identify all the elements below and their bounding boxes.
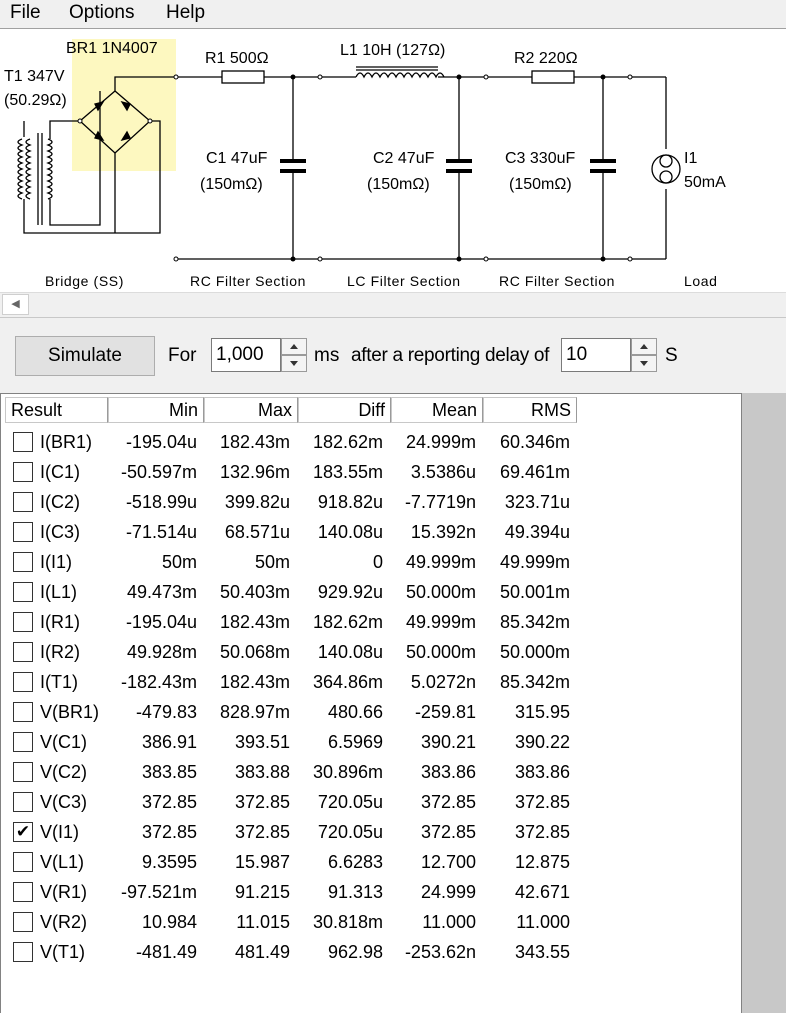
cell-mean: 50.000m [405, 582, 476, 602]
result-name: V(I1) [40, 822, 80, 842]
delay-spinner[interactable] [631, 338, 657, 372]
table-row[interactable] [1, 577, 741, 607]
result-checkbox[interactable] [13, 672, 33, 692]
cell-max: 91.215 [234, 882, 290, 902]
result-name: I(R2) [40, 642, 80, 662]
result-checkbox[interactable] [13, 582, 33, 602]
result-checkbox[interactable] [13, 522, 33, 542]
transformer-t1[interactable] [18, 91, 115, 233]
table-row[interactable] [1, 487, 741, 517]
result-name: I(C2) [40, 492, 80, 512]
cell-mean: 5.0272n [410, 672, 476, 692]
cell-min: 50m [161, 552, 197, 572]
result-checkbox[interactable] [13, 702, 33, 722]
horizontal-scrollbar[interactable] [0, 292, 786, 318]
result-checkbox[interactable] [13, 462, 33, 482]
duration-spinner[interactable] [281, 338, 307, 372]
cell-min: -182.43m [120, 672, 197, 692]
result-checkbox[interactable] [13, 612, 33, 632]
menu-help[interactable]: Help [166, 2, 206, 23]
section-label-bridge: Bridge (SS) [45, 273, 124, 289]
cell-min: 49.473m [126, 582, 197, 602]
section-label-rc-2: RC Filter Section [499, 273, 616, 289]
capacitor-c1[interactable] [280, 159, 306, 173]
cell-max: 15.987 [234, 852, 290, 872]
cell-min: -195.04u [125, 432, 197, 452]
cell-diff: 30.896m [312, 762, 383, 782]
result-checkbox[interactable] [13, 852, 33, 872]
cell-min: -481.49 [135, 942, 197, 962]
cell-max: 50.403m [219, 582, 290, 602]
table-row[interactable] [1, 697, 741, 727]
cell-diff: 480.66 [327, 702, 383, 722]
c3-esr: (150mΩ) [509, 176, 572, 193]
table-row[interactable] [1, 607, 741, 637]
cell-rms: 69.461m [499, 462, 570, 482]
cell-mean: 390.21 [420, 732, 476, 752]
cell-diff: 720.05u [317, 822, 383, 842]
cell-min: 10.984 [141, 912, 197, 932]
table-row[interactable] [1, 517, 741, 547]
cell-rms: 12.875 [514, 852, 570, 872]
circuit-schematic [0, 28, 786, 292]
capacitor-c3[interactable] [590, 159, 616, 173]
menu-file[interactable]: File [10, 2, 41, 23]
result-checkbox[interactable] [13, 642, 33, 662]
cell-mean: -7.7719n [404, 492, 476, 512]
cell-mean: 383.86 [420, 762, 476, 782]
column-header-max[interactable]: Max [204, 397, 298, 423]
result-checkbox[interactable] [13, 792, 33, 812]
l1-label: L1 10H (127Ω) [340, 42, 446, 59]
result-name: V(R2) [40, 912, 88, 932]
delay-spin-down-icon[interactable] [631, 355, 657, 372]
for-label: For [168, 345, 197, 366]
cell-diff: 720.05u [317, 792, 383, 812]
duration-spin-up-icon[interactable] [281, 338, 307, 355]
cell-rms: 372.85 [514, 792, 570, 812]
cell-mean: 49.999m [405, 612, 476, 632]
table-row[interactable] [1, 817, 741, 847]
cell-diff: 364.86m [312, 672, 383, 692]
inductor-l1[interactable] [356, 67, 444, 77]
result-name: V(C2) [40, 762, 88, 782]
table-row[interactable] [1, 637, 741, 667]
c2-esr: (150mΩ) [367, 176, 430, 193]
cell-diff: 183.55m [312, 462, 383, 482]
scroll-left-arrow-icon[interactable]: ◀ [2, 294, 29, 315]
c1-label: C1 47uF [206, 150, 268, 167]
table-row[interactable] [1, 667, 741, 697]
cell-rms: 49.999m [499, 552, 570, 572]
cell-min: 9.3595 [141, 852, 197, 872]
result-name: V(T1) [40, 942, 85, 962]
cell-max: 50.068m [219, 642, 290, 662]
cell-rms: 60.346m [499, 432, 570, 452]
result-name: V(L1) [40, 852, 85, 872]
cell-mean: 12.700 [420, 852, 476, 872]
cell-diff: 0 [372, 552, 383, 572]
cell-diff: 140.08u [317, 642, 383, 662]
i1-label: I1 [684, 150, 698, 167]
cell-max: 68.571u [224, 522, 290, 542]
cell-rms: 390.22 [514, 732, 570, 752]
cell-mean: 11.000 [422, 912, 476, 932]
cell-min: -97.521m [120, 882, 197, 902]
cell-mean: 24.999m [405, 432, 476, 452]
result-checkbox[interactable] [13, 552, 33, 572]
result-checkbox[interactable]: ✔ [13, 822, 33, 842]
result-name: V(C1) [40, 732, 88, 752]
cell-max: 182.43m [219, 672, 290, 692]
cell-diff: 182.62m [312, 432, 383, 452]
column-header-result[interactable]: Result [5, 397, 108, 423]
cell-min: -479.83 [135, 702, 197, 722]
section-label-load: Load [684, 273, 718, 289]
cell-rms: 49.394u [504, 522, 570, 542]
cell-min: 383.85 [141, 762, 197, 782]
section-label-rc-1: RC Filter Section [190, 273, 307, 289]
column-header-mean[interactable]: Mean [391, 397, 483, 423]
duration-input[interactable] [211, 338, 281, 372]
delay-spin-up-icon[interactable] [631, 338, 657, 355]
cell-max: 372.85 [234, 792, 290, 812]
cell-diff: 929.92u [317, 582, 383, 602]
cell-max: 11.015 [236, 912, 290, 932]
menu-bar [0, 0, 786, 28]
cell-min: 49.928m [126, 642, 197, 662]
simulation-controls [0, 320, 786, 390]
cell-min: 386.91 [141, 732, 197, 752]
result-name: I(I1) [40, 552, 73, 572]
cell-mean: 49.999m [405, 552, 476, 572]
cell-diff: 140.08u [317, 522, 383, 542]
result-name: V(C3) [40, 792, 88, 812]
table-row[interactable] [1, 877, 741, 907]
table-row[interactable] [1, 907, 741, 937]
result-checkbox[interactable] [13, 762, 33, 782]
delay-label: after a reporting delay of [351, 345, 550, 366]
result-checkbox[interactable] [13, 432, 33, 452]
column-header-rms[interactable]: RMS [483, 397, 577, 423]
cell-diff: 6.6283 [327, 852, 383, 872]
cell-mean: 3.5386u [410, 462, 476, 482]
table-row[interactable] [1, 457, 741, 487]
cell-mean: 372.85 [420, 822, 476, 842]
cell-diff: 182.62m [312, 612, 383, 632]
current-source-i1[interactable] [652, 155, 680, 183]
results-list[interactable] [0, 393, 742, 1013]
table-row[interactable] [1, 787, 741, 817]
section-label-lc: LC Filter Section [347, 273, 461, 289]
cell-rms: 315.95 [514, 702, 570, 722]
cell-max: 50m [254, 552, 290, 572]
result-checkbox[interactable] [13, 882, 33, 902]
cell-min: 372.85 [141, 792, 197, 812]
cell-rms: 323.71u [504, 492, 570, 512]
capacitor-c2[interactable] [446, 159, 472, 173]
br1-label: BR1 1N4007 [66, 40, 158, 57]
cell-max: 372.85 [234, 822, 290, 842]
cell-rms: 50.000m [499, 642, 570, 662]
duration-unit: ms [314, 345, 340, 366]
wiring [176, 77, 666, 259]
resistor-r2[interactable] [532, 71, 574, 83]
delay-unit: S [665, 345, 678, 366]
cell-rms: 372.85 [514, 822, 570, 842]
column-header-min[interactable]: Min [108, 397, 204, 423]
simulate-button[interactable]: Simulate [15, 336, 155, 376]
menu-options[interactable]: Options [69, 2, 135, 23]
t1-resistance: (50.29Ω) [4, 92, 67, 109]
cell-max: 481.49 [234, 942, 290, 962]
cell-min: -50.597m [120, 462, 197, 482]
table-row[interactable] [1, 757, 741, 787]
result-name: I(C1) [40, 462, 80, 482]
schematic-canvas [0, 29, 786, 292]
resistor-r1[interactable] [222, 71, 264, 83]
cell-mean: -253.62n [404, 942, 476, 962]
cell-mean: 15.392n [410, 522, 476, 542]
result-name: I(L1) [40, 582, 78, 602]
r1-label: R1 500Ω [205, 50, 269, 67]
result-name: V(R1) [40, 882, 88, 902]
cell-rms: 42.671 [514, 882, 570, 902]
cell-rms: 85.342m [499, 612, 570, 632]
result-checkbox[interactable] [13, 732, 33, 752]
cell-diff: 6.5969 [327, 732, 383, 752]
cell-min: 372.85 [141, 822, 197, 842]
cell-max: 182.43m [219, 432, 290, 452]
cell-max: 399.82u [224, 492, 290, 512]
cell-rms: 85.342m [499, 672, 570, 692]
c2-label: C2 47uF [373, 150, 435, 167]
column-header-diff[interactable]: Diff [298, 397, 391, 423]
i1-value: 50mA [684, 174, 726, 191]
duration-spin-down-icon[interactable] [281, 355, 307, 372]
table-row[interactable] [1, 547, 741, 577]
cell-rms: 11.000 [516, 912, 570, 932]
cell-diff: 918.82u [317, 492, 383, 512]
result-name: I(R1) [40, 612, 80, 632]
cell-mean: 50.000m [405, 642, 476, 662]
cell-diff: 91.313 [327, 882, 383, 902]
delay-input[interactable] [561, 338, 631, 372]
cell-max: 393.51 [234, 732, 290, 752]
table-row[interactable] [1, 847, 741, 877]
cell-max: 182.43m [219, 612, 290, 632]
result-checkbox[interactable] [13, 942, 33, 962]
cell-min: -71.514u [125, 522, 197, 542]
t1-label: T1 347V [4, 68, 65, 85]
table-row[interactable] [1, 727, 741, 757]
c1-esr: (150mΩ) [200, 176, 263, 193]
cell-min: -195.04u [125, 612, 197, 632]
cell-diff: 962.98 [327, 942, 383, 962]
vertical-scrollbar[interactable] [742, 393, 786, 1013]
cell-mean: -259.81 [414, 702, 476, 722]
cell-diff: 30.818m [312, 912, 383, 932]
r2-label: R2 220Ω [514, 50, 578, 67]
cell-min: -518.99u [125, 492, 197, 512]
cell-max: 828.97m [219, 702, 290, 722]
cell-rms: 343.55 [514, 942, 570, 962]
result-checkbox[interactable] [13, 492, 33, 512]
result-name: I(T1) [40, 672, 78, 692]
cell-max: 383.88 [234, 762, 290, 782]
result-name: I(BR1) [40, 432, 93, 452]
cell-max: 132.96m [219, 462, 290, 482]
cell-mean: 24.999 [420, 882, 476, 902]
cell-mean: 372.85 [420, 792, 476, 812]
result-name: V(BR1) [40, 702, 100, 722]
cell-rms: 383.86 [514, 762, 570, 782]
table-row[interactable] [1, 937, 741, 967]
cell-rms: 50.001m [499, 582, 570, 602]
table-row[interactable] [1, 427, 741, 457]
c3-label: C3 330uF [505, 150, 576, 167]
result-name: I(C3) [40, 522, 80, 542]
result-checkbox[interactable] [13, 912, 33, 932]
